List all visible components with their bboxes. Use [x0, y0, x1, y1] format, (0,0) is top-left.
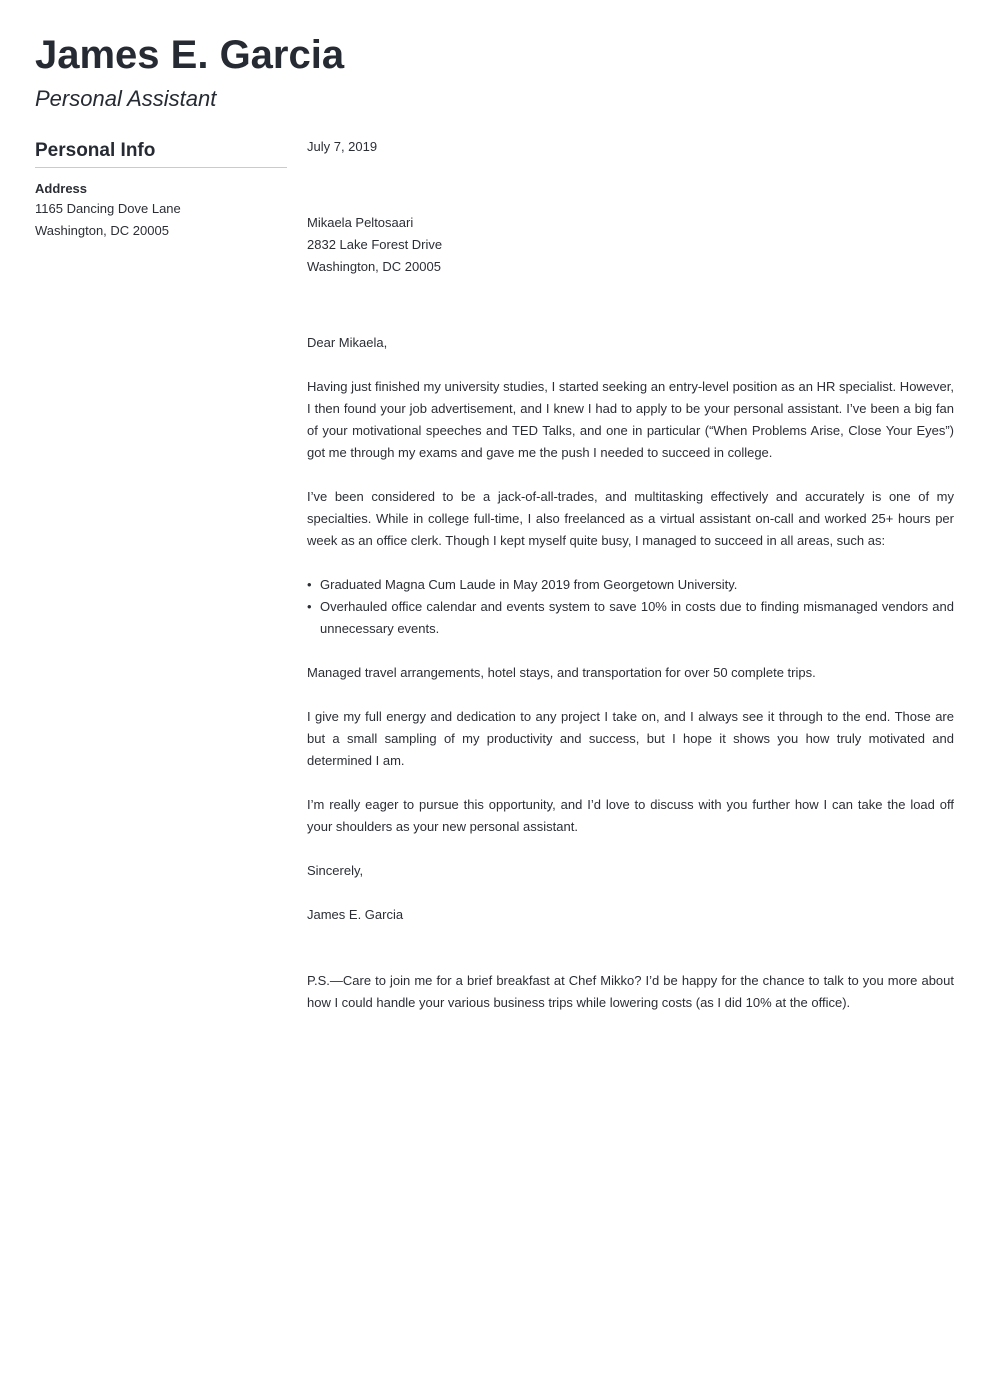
address-line-street: 1165 Dancing Dove Lane — [35, 201, 181, 216]
letter-postscript: P.S.—Care to join me for a brief breakfast at Chef Mikko? I’d be happy for the chance to talk to you more about how I could handle your various business trips while lowering costs (as I did 10% at the office). — [307, 973, 954, 1010]
letter-date: July 7, 2019 — [307, 139, 378, 154]
cover-letter-body — [307, 136, 954, 1014]
letter-paragraph-skills: I’ve been considered to be a jack-of-all-trades, and multitasking effectively and accurately is one of my specialties. While in college full-time, I also freelanced as a virtual assistant on-call and worked 25+ hours per week as an office clerk. Though I kept myself quite busy, I managed to succeed in all areas, such as: — [307, 489, 954, 548]
bullet-icon: • — [307, 577, 312, 592]
list-item-text: Graduated Magna Cum Laude in May 2019 from Georgetown University. — [320, 577, 738, 592]
letter-signature: James E. Garcia — [307, 907, 404, 922]
letter-greeting: Dear Mikaela, — [307, 335, 388, 350]
letter-paragraph-closing: I’m really eager to pursue this opportunity, and I’d love to discuss with you further how I can take the load off your shoulders as your new personal assistant. — [307, 797, 954, 834]
letter-paragraph-dedication: I give my full energy and dedication to any project I take on, and I always see it through to the end. Those are but a small sampling of my productivity and success, but I hope it shows you how truly motivated and determined I am. — [307, 709, 954, 768]
achievements-list — [307, 574, 954, 640]
list-item — [307, 574, 954, 596]
list-item-text: Overhauled office calendar and events system to save 10% in costs due to finding mismanaged vendors and unnecessary events. — [320, 599, 954, 636]
recipient-name: Mikaela Peltosaari — [307, 215, 414, 230]
applicant-name: James E. Garcia — [35, 33, 345, 77]
address-line-city: Washington, DC 20005 — [35, 223, 169, 238]
job-title: Personal Assistant — [35, 86, 217, 111]
list-item — [307, 596, 954, 640]
recipient-city: Washington, DC 20005 — [307, 259, 441, 274]
personal-info-heading: Personal Info — [35, 138, 287, 168]
letter-paragraph-intro: Having just finished my university studies, I started seeking an entry-level position as an HR specialist. However, I then found your job advertisement, and I knew I had to apply to be your personal assistant. I’ve been a big fan of your motivational speeches and TED Talks, and one in particular (“When Problems Arise, Close Your Eyes”) got me through my exams and gave me the push I needed to succeed in college. — [307, 379, 954, 460]
recipient-address — [307, 212, 954, 278]
bullet-icon: • — [307, 599, 312, 614]
letter-paragraph-travel: Managed travel arrangements, hotel stays, and transportation for over 50 complete trips. — [307, 665, 816, 680]
recipient-street: 2832 Lake Forest Drive — [307, 237, 443, 252]
sidebar-personal-info — [35, 138, 287, 242]
letter-sign-off: Sincerely, — [307, 863, 364, 878]
address-label: Address — [35, 181, 88, 196]
